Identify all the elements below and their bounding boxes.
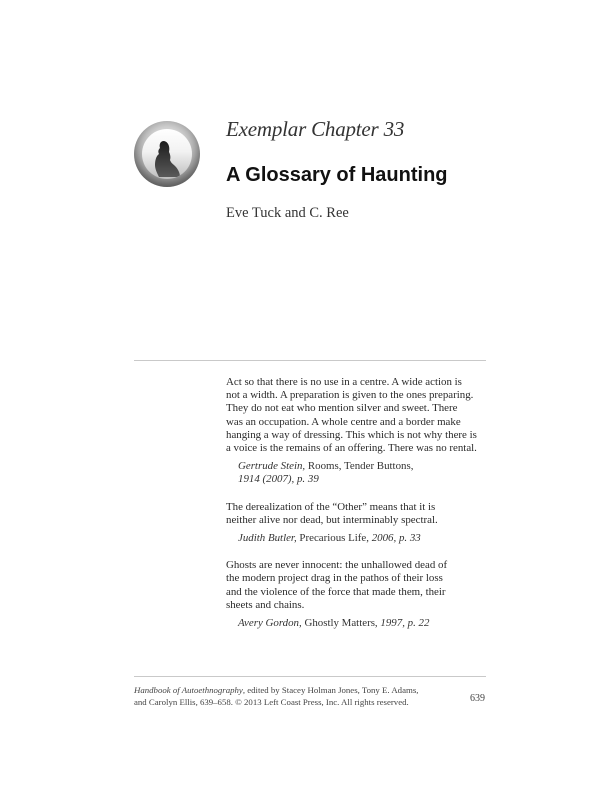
footer-citation (134, 684, 434, 708)
epigraph-butler (226, 501, 488, 546)
epigraph-stein (226, 376, 488, 487)
quote-line: and the violence of the force that made them, their (226, 585, 446, 598)
page-number: 639 (470, 693, 485, 704)
quote-line: neither alive nor dead, but interminably spectral. (226, 513, 438, 526)
logo-inner-disc (142, 129, 192, 179)
quote-author: Judith Butler, (238, 532, 297, 545)
quote-line: sheets and chains. (226, 598, 305, 611)
quote-line: hanging a way of dressing. This which is not why there is (226, 428, 477, 441)
quote-line: Act so that there is no use in a centre. A wide action is (226, 376, 462, 388)
quote-citation: 2006, p. 33 (371, 532, 421, 545)
quote-attribution (238, 460, 488, 486)
footer-book-title: Handbook of Autoethnography (134, 685, 243, 695)
quote-line: Ghosts are never innocent: the unhallowed dead of (226, 559, 448, 572)
quote-citation: 1997, p. 22 (380, 617, 430, 630)
page-title: A Glossary of Haunting (226, 164, 448, 186)
quote-work: Ghostly Matters, (304, 617, 378, 630)
quote-line: not a width. A preparation is given to the ones preparing. (226, 389, 474, 402)
quote-author: Gertrude Stein, (238, 460, 306, 473)
quote-work: Precarious Life, (299, 532, 369, 545)
quote-attribution (238, 532, 488, 545)
silhouette-figure-logo (134, 121, 200, 187)
quote-line: a voice is the remains of an offering. There was no rental. (226, 442, 477, 455)
chapter-label: Exemplar Chapter 33 (226, 117, 405, 141)
quote-line: was an occupation. A whole centre and a border make (226, 415, 461, 428)
quote-line: The derealization of the “Other” means that it is (226, 500, 436, 513)
epigraphs (226, 376, 488, 644)
quote-author: Avery Gordon, (238, 617, 302, 630)
footer-editors: , edited by Stacey Holman Jones, Tony E. Adams, (242, 685, 419, 695)
quote-attribution (238, 617, 488, 630)
epigraph-gordon (226, 559, 488, 630)
quote-line: the modern project drag in the pathos of their loss (226, 572, 443, 585)
top-divider (134, 360, 486, 361)
chapter-authors: Eve Tuck and C. Ree (226, 205, 349, 221)
bottom-divider (134, 676, 486, 677)
quote-citation: 1914 (2007), p. 39 (238, 473, 319, 486)
silhouette-icon (142, 129, 192, 179)
quote-work: Rooms, Tender Buttons, (307, 460, 414, 473)
footer-publication: and Carolyn Ellis, 639–658. © 2013 Left Coast Press, Inc. All rights reserved. (134, 697, 409, 707)
quote-line: They do not eat who mention silver and sweet. There (226, 402, 458, 415)
